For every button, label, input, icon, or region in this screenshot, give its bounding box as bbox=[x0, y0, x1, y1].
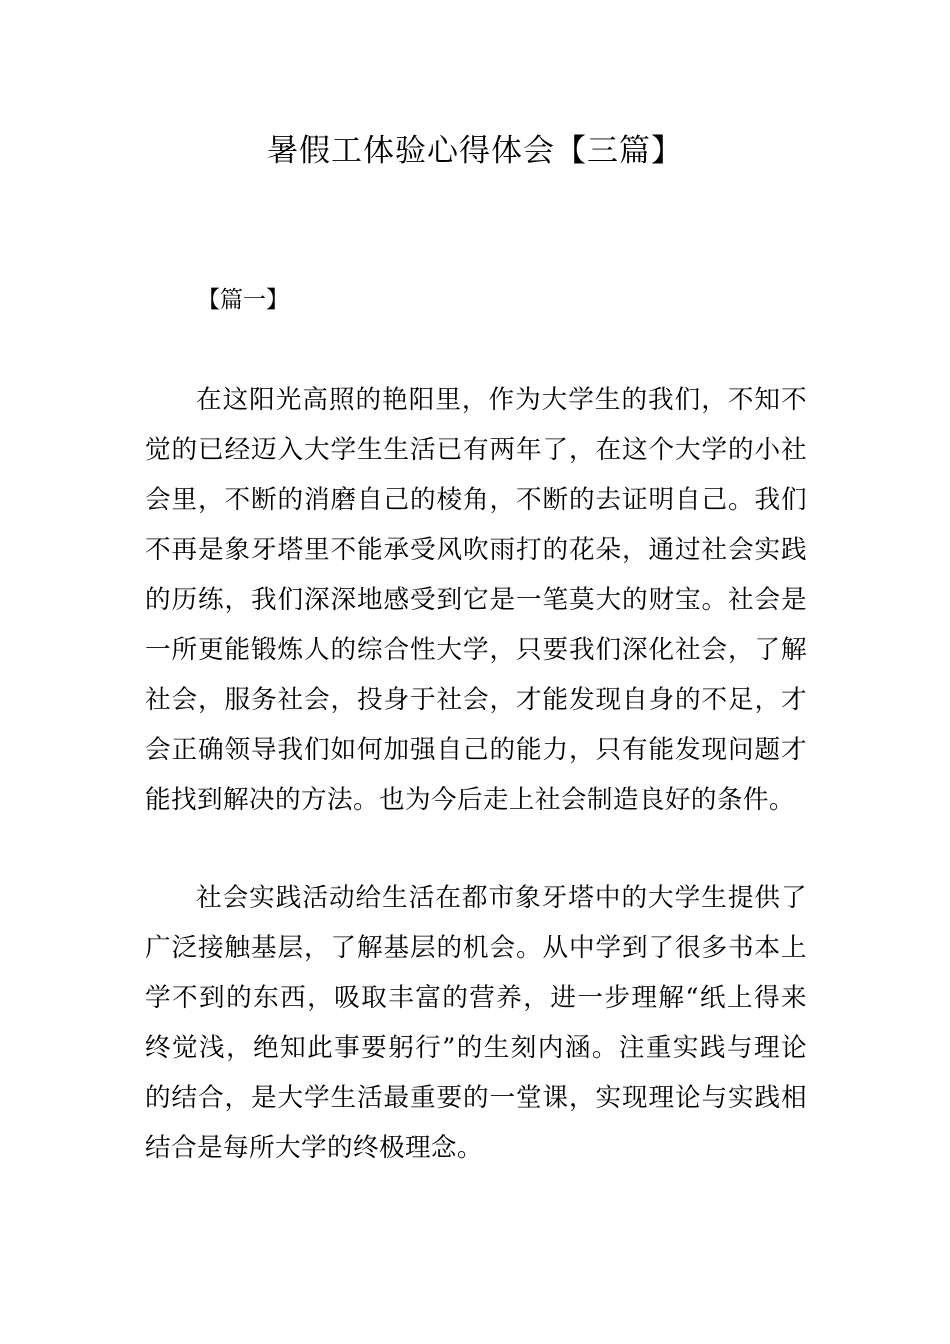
body-paragraph-1: 在这阳光高照的艳阳里，作为大学生的我们，不知不觉的已经迈入大学生生活已有两年了，在这个大学的小社会里，不断的消磨自己的棱角，不断的去证明自己。我们不再是象牙塔里不能承受风吹雨打的花朵，通过社会实践的历练，我们深深地感受到它是一笔莫大的财宝。社会是一所更能锻炼人的综合性大学，只要我们深化社会，了解社会，服务社会，投身于社会，才能发现自身的不足，才会正确领导我们如何加强自己的能力，只有能发现问题才能找到解决的方法。也为今后走上社会制造良好的条件。 bbox=[145, 385, 807, 815]
body-paragraph-2: 社会实践活动给生活在都市象牙塔中的大学生提供了广泛接触基层，了解基层的机会。从中学到了很多书本上学不到的东西，吸取丰富的营养，进一步理解“纸上得来终觉浅，绝知此事要躬行”的生刻内涵。注重实践与理论的结合，是大学生活最重要的一堂课，实现理论与实践相结合是每所大学的终极理念。 bbox=[145, 883, 807, 1163]
document-title: 暑假工体验心得体会【三篇】 bbox=[267, 133, 683, 169]
section-heading: 【篇一】 bbox=[197, 287, 289, 313]
